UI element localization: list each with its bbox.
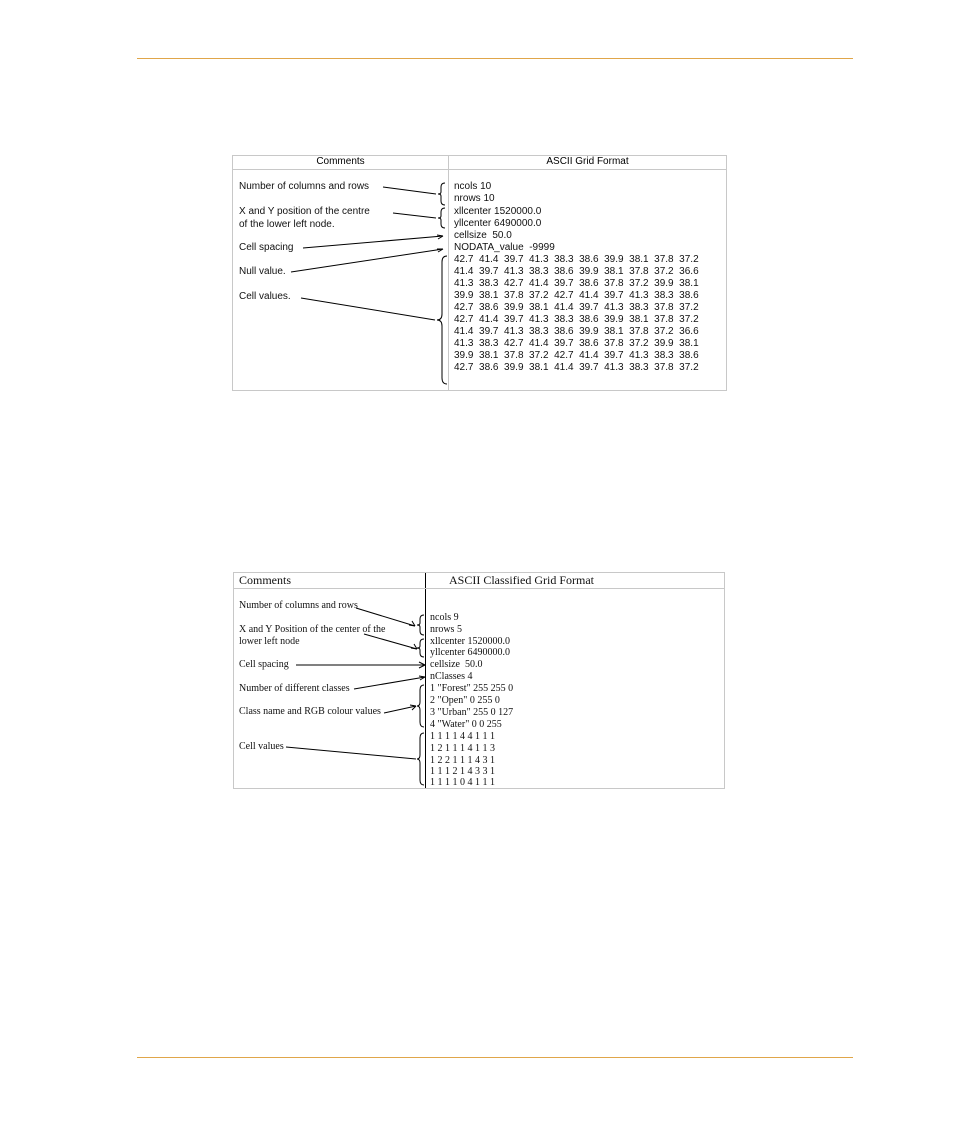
comment-number-classes: Number of different classes	[239, 683, 350, 694]
brace-cell-values	[437, 256, 447, 384]
comment-columns-rows: Number of columns and rows	[239, 600, 358, 611]
cell-row-6: 42.7 41.4 39.7 41.3 38.3 38.6 39.9 38.1 37.8 37.2	[454, 314, 699, 325]
arrow-columns-rows	[356, 608, 415, 626]
arrow-cell-spacing	[303, 236, 443, 248]
comment-cell-values: Cell values	[239, 741, 284, 752]
arrowhead-columns-rows	[409, 621, 415, 626]
bracket-xy-position	[438, 208, 445, 228]
bracket-columns-rows	[417, 615, 424, 635]
bracket-xy-position	[417, 639, 424, 657]
cell-row-8: 41.3 38.3 42.7 41.4 39.7 38.6 37.8 37.2 39.9 38.1	[454, 338, 699, 349]
arrow-columns-rows	[383, 187, 436, 194]
yllcenter-line: yllcenter 6490000.0	[430, 647, 510, 658]
comment-xy-position-1: X and Y Position of the center of the	[239, 624, 386, 635]
cell-row-2: 41.4 39.7 41.3 38.3 38.6 39.9 38.1 37.8 37.2 36.6	[454, 266, 699, 277]
brace-cell-values	[417, 733, 424, 785]
comment-xy-position-2: lower left node	[239, 636, 300, 647]
brace-class-names	[417, 685, 424, 727]
arrow-number-classes	[354, 677, 425, 689]
bottom-rule	[137, 1057, 853, 1058]
cell-row-4: 1 1 1 2 1 4 3 3 1	[430, 766, 495, 777]
comments-header: Comments	[239, 573, 292, 587]
ascii-classified-grid-figure	[233, 572, 725, 789]
format-header: ASCII Grid Format	[546, 156, 629, 167]
arrowhead-xy-position	[411, 644, 417, 649]
annotation-arrows	[234, 573, 724, 788]
cell-row-7: 41.4 39.7 41.3 38.3 38.6 39.9 38.1 37.8 37.2 36.6	[454, 326, 699, 337]
comment-columns-rows: Number of columns and rows	[239, 181, 370, 192]
class-water-line: 4 "Water" 0 0 255	[430, 719, 502, 730]
comment-xy-position-2: of the lower left node.	[239, 219, 335, 230]
class-urban-line: 3 "Urban" 255 0 127	[430, 707, 514, 718]
arrow-null-value	[291, 249, 443, 272]
arrowhead-cell-spacing	[437, 235, 443, 239]
cell-row-10: 42.7 38.6 39.9 38.1 41.4 39.7 41.3 38.3 37.8 37.2	[454, 362, 699, 373]
comment-cell-values: Cell values.	[239, 291, 291, 302]
comment-null-value: Null value.	[239, 266, 286, 277]
class-forest-line: 1 "Forest" 255 255 0	[430, 683, 514, 694]
comment-class-names: Class name and RGB colour values	[239, 706, 381, 717]
arrow-xy-position	[364, 634, 417, 649]
cell-row-5: 42.7 38.6 39.9 38.1 41.4 39.7 41.3 38.3 37.8 37.2	[454, 302, 699, 313]
cell-row-2: 1 2 1 1 1 4 1 1 3	[430, 743, 495, 754]
xllcenter-line: xllcenter 1520000.0	[430, 636, 510, 647]
comment-xy-position-1: X and Y position of the centre	[239, 206, 370, 217]
nodata-line: NODATA_value -9999	[454, 242, 555, 253]
comment-cell-spacing: Cell spacing	[239, 659, 289, 670]
cell-row-3: 1 2 2 1 1 1 4 3 1	[430, 755, 495, 766]
cell-row-3: 41.3 38.3 42.7 41.4 39.7 38.6 37.8 37.2 39.9 38.1	[454, 278, 699, 289]
cell-row-1: 42.7 41.4 39.7 41.3 38.3 38.6 39.9 38.1 37.8 37.2	[454, 254, 699, 265]
top-rule	[137, 58, 853, 59]
comment-cell-spacing: Cell spacing	[239, 242, 294, 253]
arrowhead-null-value	[437, 249, 443, 252]
ncols-line: ncols 10	[454, 181, 492, 192]
cell-row-5: 1 1 1 1 0 4 1 1 1	[430, 777, 495, 788]
comments-header: Comments	[316, 156, 365, 167]
arrow-xy-position	[393, 213, 436, 218]
ncols-line: ncols 9	[430, 612, 459, 623]
format-header: ASCII Classified Grid Format	[449, 573, 594, 587]
yllcenter-line: yllcenter 6490000.0	[454, 218, 542, 229]
bracket-columns-rows	[438, 183, 445, 205]
cellsize-line: cellsize 50.0	[454, 230, 512, 241]
nrows-line: nrows 5	[430, 624, 462, 635]
class-open-line: 2 "Open" 0 255 0	[430, 695, 500, 706]
arrow-class-names	[384, 706, 416, 713]
cell-row-4: 39.9 38.1 37.8 37.2 42.7 41.4 39.7 41.3 38.3 38.6	[454, 290, 699, 301]
arrow-cell-values	[301, 298, 435, 320]
cellsize-line: cellsize 50.0	[430, 659, 483, 670]
nrows-line: nrows 10	[454, 193, 495, 204]
arrow-cell-values	[286, 747, 416, 759]
annotation-arrows	[233, 156, 726, 390]
xllcenter-line: xllcenter 1520000.0	[454, 206, 542, 217]
nclasses-line: nClasses 4	[430, 671, 473, 682]
cell-row-9: 39.9 38.1 37.8 37.2 42.7 41.4 39.7 41.3 38.3 38.6	[454, 350, 699, 361]
ascii-grid-figure	[232, 155, 727, 391]
cell-row-1: 1 1 1 1 4 4 1 1 1	[430, 731, 495, 742]
